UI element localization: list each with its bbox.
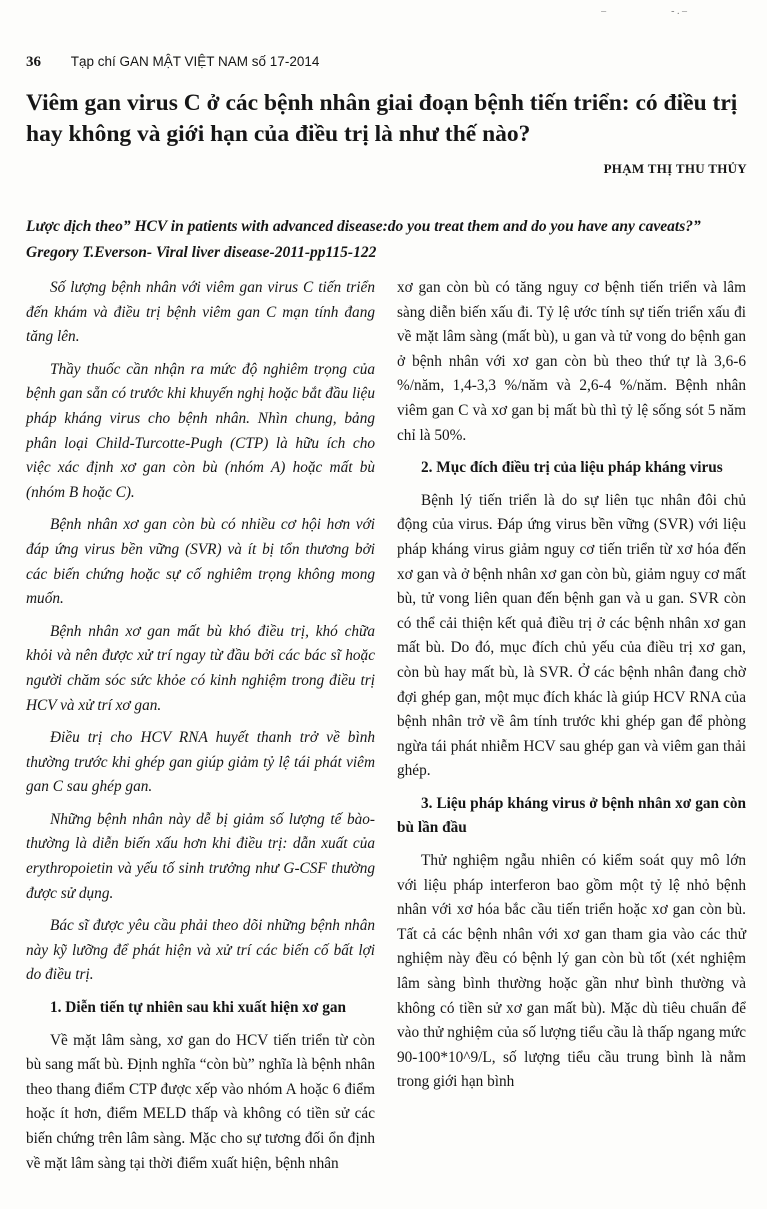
translation-source: Lược dịch theo” HCV in patients with advanced disease:do you treat them and do you have any caveats?” Gregory T.Everson- Viral liver disease-2011-pp115-122 (26, 218, 701, 261)
article-title: Viêm gan virus C ở các bệnh nhân giai đoạn bệnh tiến triển: có điều trị hay không và giới hạn của điều trị là như thế nào? (26, 90, 738, 147)
journal-name: Tạp chí GAN MẬT VIỆT NAM số 17-2014 (70, 54, 320, 69)
summary-paragraph: Bệnh nhân xơ gan còn bù có nhiều cơ hội hơn với đáp ứng virus bền vững (SVR) và ít bị tổn thương bởi các biến chứng hoặc sự cố nghiêm trọng không mong muốn. (26, 516, 375, 608)
body-paragraph: Thử nghiệm ngẫu nhiên có kiểm soát quy mô lớn với liệu pháp interferon bao gồm một tỷ lệ nhỏ bệnh nhân với xơ hóa bắc cầu tiến triển hoặc xơ gan còn bù. Tất cả các bệnh nhân với xơ gan tham gia vào các thử nghiệm này đều có bệnh lý gan còn bù tốt (xét nghiệm lâm sàng bình thường hoặc gần như bình thường và không có tiền sử xơ gan mất bù). Mặc dù tiêu chuẩn để vào thử nghiệm của số lượng tiểu cầu là thấp ngang mức 90-100*10^9/L, số lượng tiểu cầu trung bình là nằm trong giới hạn bình (397, 852, 746, 1091)
summary-paragraph: Bác sĩ được yêu cầu phải theo dõi những bệnh nhân này kỹ lưỡng để phát hiện và xử trí các biến cố bất lợi do điều trị. (26, 917, 375, 984)
right-column (397, 276, 746, 1103)
page-number: 36 (26, 54, 41, 70)
running-header (26, 54, 319, 71)
scan-marks: – - . – (601, 6, 687, 17)
section-heading-2: 2. Mục đích điều trị của liệu pháp kháng virus (421, 459, 723, 477)
summary-paragraph: Bệnh nhân xơ gan mất bù khó điều trị, khó chữa khỏi và nên được xử trí ngay từ đầu bởi các bác sĩ hoặc người chăm sóc sức khỏe có kinh nghiệm trong điều trị HCV và xử trí xơ gan. (26, 622, 375, 714)
section-heading-3: 3. Liệu pháp kháng virus ở bệnh nhân xơ gan còn bù lần đầu (397, 794, 746, 837)
body-paragraph: xơ gan còn bù có tăng nguy cơ bệnh tiến triển và lâm sàng diễn biến xấu đi. Tỷ lệ ước tính sự tiến triển xấu đi về mặt lâm sàng (mất bù), u gan và tử vong do bệnh gan ở bệnh nhân với xơ gan còn bù theo thứ tự là 3,6-6 %/năm, 1,4-3,3 %/năm và 2,6-4 %/năm. Bệnh nhân viêm gan C và xơ gan bị mất bù thì tỷ lệ sống sót 5 năm chỉ là 50%. (397, 279, 746, 444)
section-heading-1: 1. Diễn tiến tự nhiên sau khi xuất hiện xơ gan (50, 999, 347, 1017)
summary-paragraph: Những bệnh nhân này dễ bị giảm số lượng tế bào- thường là diễn biến xấu hơn khi điều trị: dẫn xuất của erythropoietin và yếu tố sinh trưởng như G-CSF thường được sử dụng. (26, 810, 375, 902)
summary-paragraph: Số lượng bệnh nhân với viêm gan virus C tiến triển đến khám và điều trị bệnh viêm gan C mạn tính đang tăng lên. (26, 279, 375, 346)
left-column (26, 276, 375, 1184)
body-paragraph: Bệnh lý tiến triển là do sự liên tục nhân đôi chủ động của virus. Đáp ứng virus bền vững (SVR) với liệu pháp kháng virus giảm nguy cơ tiến triển từ xơ hóa đến xơ gan và ở bệnh nhân xơ gan còn bù, giảm nguy cơ mất bù, tử vong liên quan đến bệnh gan và u gan. SVR còn có thể cải thiện kết quả điều trị ở các bệnh nhân xơ gan mất bù. Do đó, mục đích chủ yếu của điều trị xơ gan, còn bù hay mất bù, là SVR. Ở các bệnh nhân đang chờ đợi ghép gan, một mục đích khác là giúp HCV RNA của bệnh nhân trở về âm tính trước khi ghép gan để phòng ngừa tái phát nhiễm HCV sau ghép gan và viêm gan thải ghép. (397, 491, 746, 780)
summary-paragraph: Điều trị cho HCV RNA huyết thanh trở về bình thường trước khi ghép gan giúp giảm tỷ lệ tái phát viêm gan C sau ghép gan. (26, 729, 375, 796)
summary-paragraph: Thầy thuốc cần nhận ra mức độ nghiêm trọng của bệnh gan sẵn có trước khi khuyến nghị hoặc bắt đầu liệu pháp kháng virus cho bệnh nhân. Nhìn chung, bảng phân loại Child-Turcotte-Pugh (CTP) là hữu ích cho việc xác định xơ gan còn bù (nhóm A) hoặc mất bù (nhóm B hoặc C). (26, 360, 375, 501)
body-paragraph: Về mặt lâm sàng, xơ gan do HCV tiến triển từ còn bù sang mất bù. Định nghĩa “còn bù” nghĩa là bệnh nhân theo thang điểm CTP được xếp vào nhóm A hoặc 6 điểm hoặc ít hơn, điểm MELD thấp và không có tiền sử các biến chứng trên lâm sàng. Mặc cho sự tương đối ổn định về mặt lâm sàng tại thời điểm xuất hiện, bệnh nhân (26, 1031, 375, 1172)
article-author: PHẠM THỊ THU THỦY (603, 161, 747, 176)
